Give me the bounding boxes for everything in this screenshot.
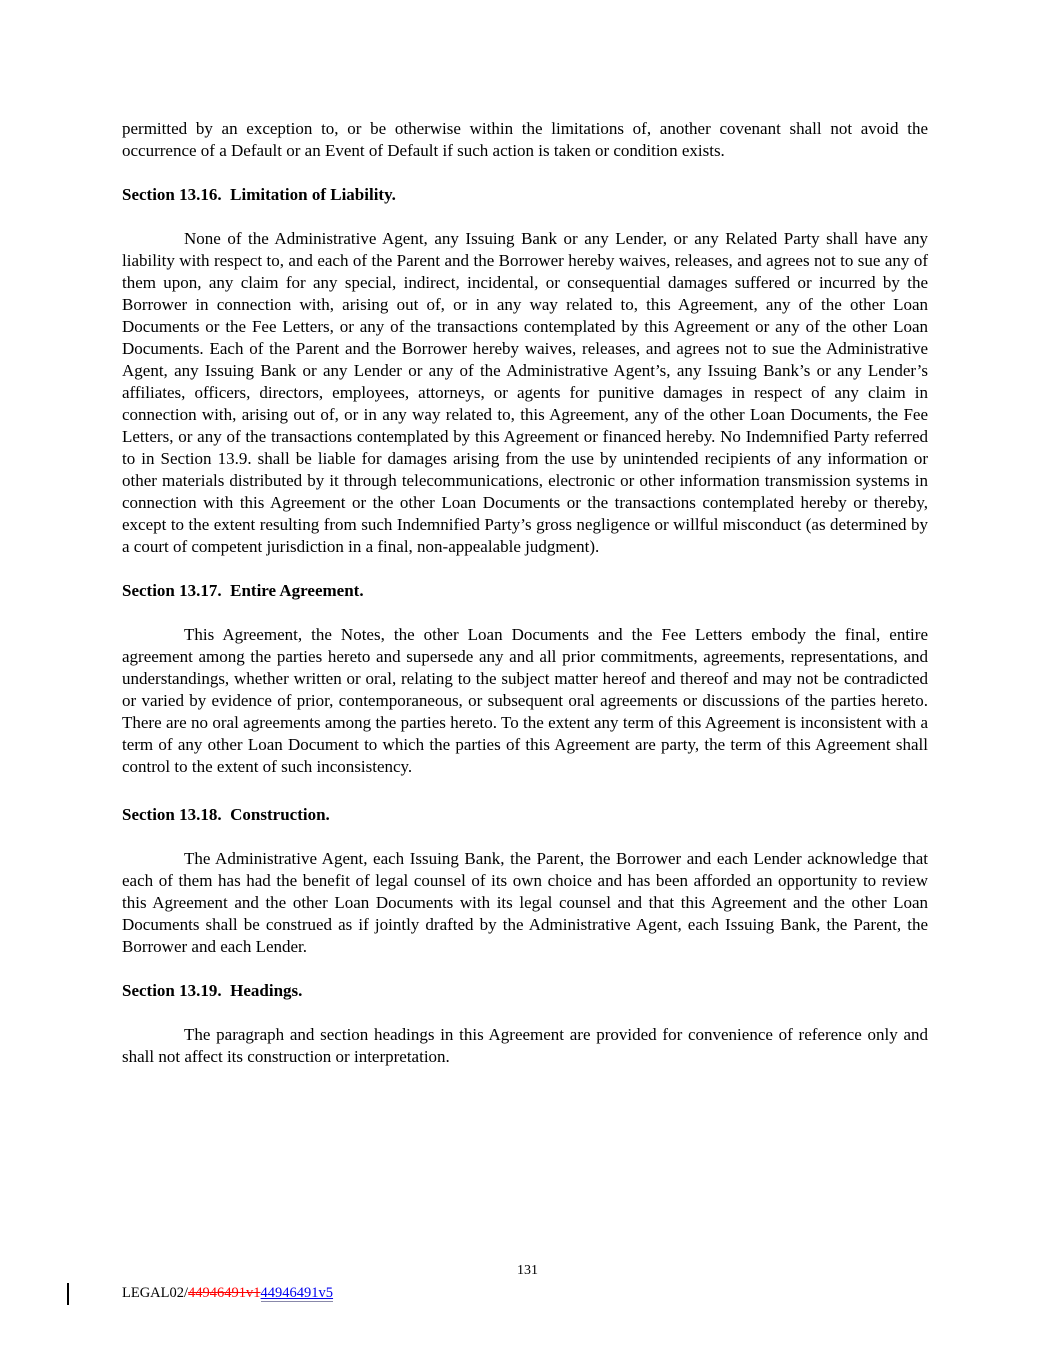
continuation-paragraph: permitted by an exception to, or be otherwise within the limitations of, another covenant shall not avoid the occurrence of a Default or an Event of Default if such action is taken or condition exists. [122,119,928,160]
section-13-18-heading: Section 13.18. Construction. [122,805,330,824]
section-13-18-paragraph: The Administrative Agent, each Issuing Bank, the Parent, the Borrower and each Lender acknowledge that each of them has had the benefit of legal counsel of its own choice and has been afforded an opportunity to review this Agreement and the other Loan Documents with its legal counsel and that this Agreement and the other Loan Documents shall be construed as if jointly drafted by the Administrative Agent, each Issuing Bank, the Parent, the Borrower and each Lender. [122,849,928,956]
doc-id-prefix: LEGAL02/ [122,1285,189,1301]
document-content [122,118,928,1090]
section-13-17-heading: Section 13.17. Entire Agreement. [122,581,364,600]
section-13-19-heading: Section 13.19. Headings. [122,981,303,1000]
doc-id-inserted-revision: 44946491v5 [260,1285,334,1301]
footer-doc-id [122,1284,333,1302]
doc-id-deleted-revision: 44946491v1 [188,1285,261,1301]
section-13-17-paragraph: This Agreement, the Notes, the other Loan Documents and the Fee Letters embody the final, entire agreement among the parties hereto and supersede any and all prior commitments, agreements, representations, and understandings, whether written or oral, relating to the subject matter hereof and thereof and may not be contradicted or varied by evidence of prior, contemporaneous, or subsequent oral agreements or discussions of the parties hereto. There are no oral agreements among the parties hereto. To the extent any term of this Agreement is inconsistent with a term of any other Loan Document to which the parties of this Agreement are party, the term of this Agreement shall control to the extent of such inconsistency. [122,625,928,776]
change-bar [67,1283,69,1305]
section-13-16-heading: Section 13.16. Limitation of Liability. [122,185,396,204]
page-number: 131 [517,1263,538,1278]
section-13-19-paragraph: The paragraph and section headings in this Agreement are provided for convenience of reference only and shall not affect its construction or interpretation. [122,1025,928,1066]
section-13-16-paragraph: None of the Administrative Agent, any Issuing Bank or any Lender, or any Related Party shall have any liability with respect to, and each of the Parent and the Borrower hereby waives, releases, and agrees not to sue any of them upon, any claim for any special, indirect, incidental, or consequential damages suffered or incurred by the Borrower in connection with, arising out of, or in any way related to, this Agreement, any of the other Loan Documents or the Fee Letters, or any of the transactions contemplated by this Agreement or any of the other Loan Documents. Each of the Parent and the Borrower hereby waives, releases, and agrees not to sue the Administrative Agent, any Issuing Bank or any Lender or any of the Administrative Agent’s, any Issuing Bank’s or any Lender’s affiliates, officers, directors, employees, attorneys, or agents for punitive damages in respect of any claim in connection with, arising out of, or in any way related to, this Agreement, any of the other Loan Documents, the Fee Letters, or any of the transactions contemplated by this Agreement or financed hereby. No Indemnified Party referred to in Section 13.9. shall be liable for damages arising from the use by unintended recipients of any information or other materials distributed by it through telecommunications, electronic or other information transmission systems in connection with this Agreement or the other Loan Documents or the transactions contemplated hereby or thereby, except to the extent resulting from such Indemnified Party’s gross negligence or willful misconduct (as determined by a court of competent jurisdiction in a final, non-appealable judgment). [122,229,928,556]
